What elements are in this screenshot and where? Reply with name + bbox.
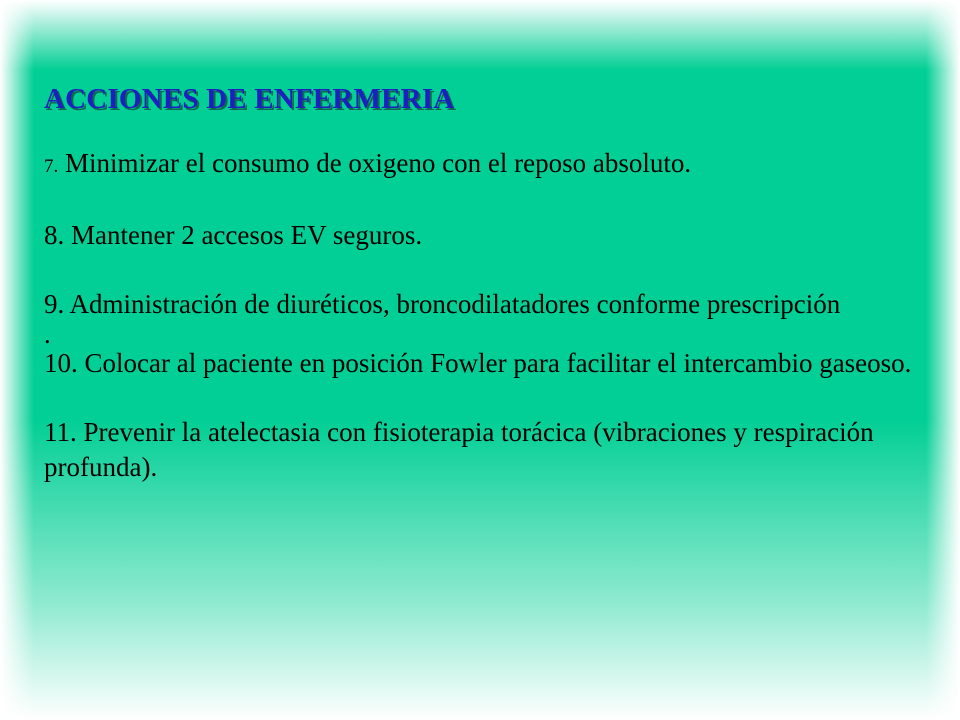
separator-dot [44,319,924,349]
action-number: 11. [44,417,77,447]
spacer [44,184,924,218]
slide-content [44,82,924,485]
action-text: Colocar al paciente en posición Fowler para facilitar el intercambio gaseoso. [84,348,912,378]
action-item-7 [44,146,924,184]
action-list [44,146,924,485]
action-item-11 [44,415,924,485]
slide-title: ACCIONES DE ENFERMERIA [44,83,455,115]
action-number: 10. [44,348,78,378]
action-number: 7. [44,156,59,177]
spacer [44,253,924,287]
action-item-8 [44,218,924,253]
action-item-9 [44,287,924,322]
action-number: 8. [44,220,65,250]
action-text: Administración de diuréticos, broncodilatadores conforme prescripción [69,289,841,319]
action-item-10 [44,346,924,381]
action-text: Mantener 2 accesos EV seguros. [71,220,423,250]
spacer [44,381,924,415]
action-text: Prevenir la atelectasia con fisioterapia torácica (vibraciones y respiración profunda). [44,417,874,482]
action-text: Minimizar el consumo de oxigeno con el reposo absoluto. [65,148,692,178]
action-number: 9. [44,289,65,319]
dot-text: . [44,319,51,349]
